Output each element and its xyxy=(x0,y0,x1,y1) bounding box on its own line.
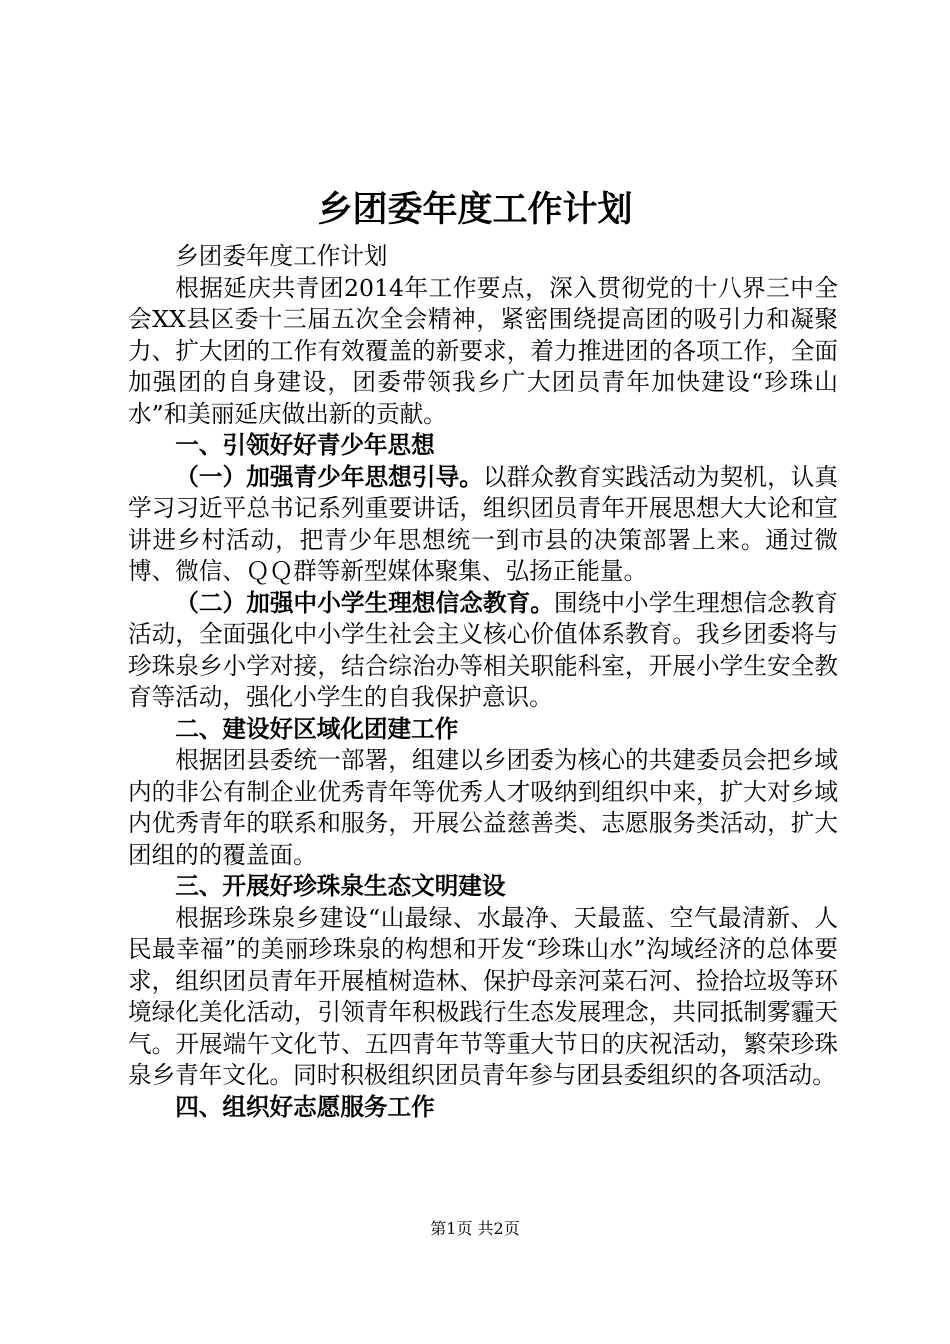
page-title: 乡团委年度工作计划 xyxy=(317,189,633,230)
section-heading-2: 二、建设好区域化团建工作 xyxy=(175,714,459,743)
intro-paragraph: 根据延庆共青团2014年工作要点，深入贯彻党的十八界三中全会XX县区委十三届五次全会精神，紧密围绕提高团的吸引力和凝聚力、扩大团的工作有效覆盖的新要求，着力推进团的各项工作，全面加强团的自身建设，团委带领我乡广大团员青年加快建设“珍珠山水”和美丽延庆做出新的贡献。 xyxy=(128,273,838,428)
section-heading-3: 三、开展好珍珠泉生态文明建设 xyxy=(175,872,506,900)
paragraph-lead: （二）加强中小学生理想信念教育。 xyxy=(175,588,554,617)
section-3-paragraph-1: 根据珍珠泉乡建设“山最绿、水最净、天最蓝、空气最清新、人民最幸福”的美丽珍珠泉的构想和开发“珍珠山水”沟域经济的总体要求，组织团员青年开展植树造林、保护母亲河菜石河、捡拾垃圾等环境绿化美化活动，引领青年积极践行生态发展理念，共同抵制雾霾天气。开展端午文化节、五四青年节等重大节日的庆祝活动，繁荣珍珠泉乡青年文化。同时积极组织团员青年参与团县委组织的各项活动。 xyxy=(128,903,838,1089)
section-heading-4: 四、组织好志愿服务工作 xyxy=(175,1092,435,1121)
section-1-paragraph-1 xyxy=(128,462,838,588)
page-footer: 第1页 共2页 xyxy=(430,1219,520,1238)
section-1-paragraph-2 xyxy=(128,588,838,714)
document-body xyxy=(128,241,838,1123)
paragraph-text: 围绕中小学生理想信念教育活动，全面强化中小学生社会主义核心价值体系教育。我乡团委将与珍珠泉乡小学对接，结合综治办等相关职能科室，开展小学生安全教育等活动，强化小学生的自我保护意识。 xyxy=(128,588,838,711)
subtitle: 乡团委年度工作计划 xyxy=(175,242,388,270)
paragraph-lead: （一）加强青少年思想引导。 xyxy=(175,462,483,491)
paragraph-text: 以群众教育实践活动为契机，认真学习习近平总书记系列重要讲话，组织团员青年开展思想大大论和宣讲进乡村活动，把青少年思想统一到市县的决策部署上来。通过微博、微信、ＱＱ群等新型媒体聚集、弘扬正能量。 xyxy=(128,462,839,585)
section-heading-1: 一、引领好好青少年思想 xyxy=(175,431,435,459)
section-2-paragraph-1: 根据团县委统一部署，组建以乡团委为核心的共建委员会把乡域内的非公有制企业优秀青年等优秀人才吸纳到组织中来，扩大对乡域内优秀青年的联系和服务，开展公益慈善类、志愿服务类活动，扩大团组的的覆盖面。 xyxy=(128,746,838,869)
